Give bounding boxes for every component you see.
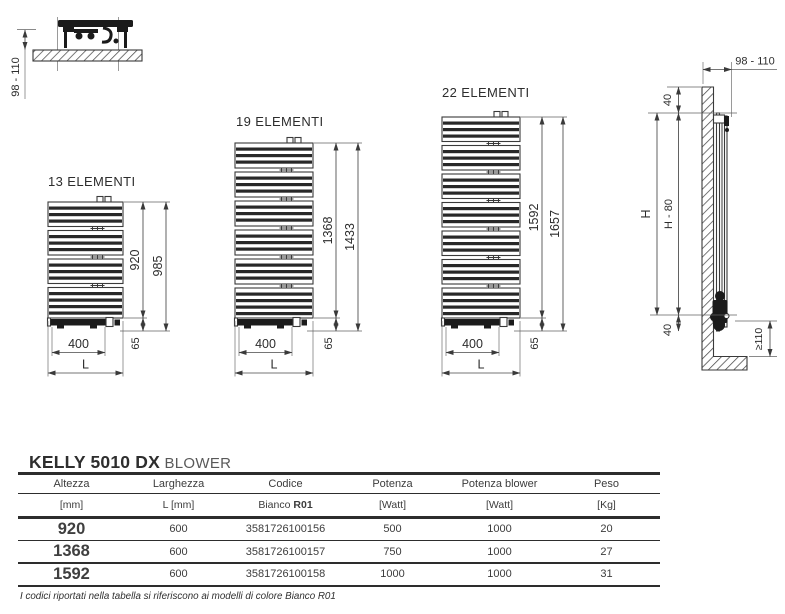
dim-label-blower-width: 400 bbox=[255, 337, 276, 351]
unit-peso: [Kg] bbox=[597, 499, 616, 512]
table-title bbox=[18, 452, 660, 472]
unit-altezza: [mm] bbox=[59, 499, 84, 512]
radiator-22-label: 22 ELEMENTI bbox=[442, 85, 530, 100]
col-header-altezza: Altezza bbox=[53, 477, 90, 490]
unit-larghezza: L [mm] bbox=[162, 499, 195, 512]
unit-potenza: [Watt] bbox=[378, 499, 407, 512]
radiator-19-body bbox=[235, 138, 314, 329]
dim-label-blower-offset: 65 bbox=[323, 337, 335, 350]
dim-label-body-height: 1592 bbox=[527, 203, 541, 232]
cell-potenza: 500 bbox=[383, 523, 402, 536]
dim-label-body-height: 1368 bbox=[321, 216, 335, 245]
radiator-19-label: 19 ELEMENTI bbox=[236, 114, 324, 129]
cell-peso: 31 bbox=[600, 568, 613, 581]
side-view-drawing bbox=[639, 56, 777, 371]
col-header-potenza-blower: Potenza blower bbox=[461, 477, 538, 490]
cell-altezza: 920 bbox=[57, 519, 86, 538]
dim-label-blower-offset: 65 bbox=[529, 337, 541, 350]
table-footnote: I codici riportati nella tabella si riferiscono ai modelli di colore Bianco R01 bbox=[20, 590, 336, 602]
cell-peso: 27 bbox=[600, 545, 613, 558]
dim-label-width: L bbox=[477, 357, 485, 372]
table-row bbox=[18, 519, 660, 540]
dim-label-blower-width: 400 bbox=[462, 337, 483, 351]
cell-potenza-blower: 1000 bbox=[487, 523, 512, 536]
cell-potenza-blower: 1000 bbox=[487, 545, 512, 558]
dim-label-width: L bbox=[82, 357, 89, 372]
dim-label-bottom-margin: 40 bbox=[662, 323, 674, 337]
dim-label-total-height: 985 bbox=[151, 255, 165, 277]
dim-label-top-margin: 40 bbox=[662, 93, 674, 107]
cell-codice: 3581726100158 bbox=[245, 568, 326, 581]
cell-altezza: 1592 bbox=[53, 564, 90, 583]
radiator-13-drawing bbox=[48, 174, 171, 377]
dim-label-body-height: 920 bbox=[128, 249, 142, 271]
col-header-potenza: Potenza bbox=[372, 477, 413, 490]
top-view-wall-hatch bbox=[33, 50, 142, 61]
product-name: KELLY 5010 DX bbox=[29, 452, 161, 472]
radiator-22-body bbox=[442, 112, 521, 329]
cell-codice: 3581726100157 bbox=[245, 545, 326, 558]
dim-label-wall-offset: 98 - 110 bbox=[735, 55, 775, 68]
dim-label-wall-offset: 98 - 110 bbox=[10, 57, 22, 97]
radiator-13-body bbox=[48, 197, 124, 329]
dim-label-width: L bbox=[270, 357, 278, 372]
dim-label-bracket-span: H - 80 bbox=[663, 199, 675, 229]
col-header-peso: Peso bbox=[593, 477, 620, 490]
cell-larghezza: 600 bbox=[169, 545, 188, 558]
divider bbox=[18, 585, 660, 587]
top-view-dimension-98-110 bbox=[10, 30, 36, 100]
cell-codice: 3581726100156 bbox=[245, 523, 326, 536]
table-units-row bbox=[18, 494, 660, 516]
unit-potenza-blower: [Watt] bbox=[485, 499, 514, 512]
col-header-larghezza: Larghezza bbox=[152, 477, 205, 490]
dim-label-total-height: 1657 bbox=[548, 210, 562, 238]
top-view-drawing bbox=[10, 17, 142, 99]
radiator-13-label: 13 ELEMENTI bbox=[48, 174, 136, 189]
dim-label-floor-clearance: ≥110 bbox=[753, 327, 765, 351]
dim-label-blower-offset: 65 bbox=[130, 337, 142, 350]
product-variant: BLOWER bbox=[164, 455, 232, 472]
dim-label-height: H bbox=[639, 209, 653, 219]
dim-label-total-height: 1433 bbox=[343, 223, 357, 251]
cell-potenza: 1000 bbox=[380, 568, 405, 581]
table-header-row bbox=[18, 475, 660, 493]
cell-larghezza: 600 bbox=[169, 523, 188, 536]
radiator-22-drawing bbox=[442, 85, 568, 377]
top-view-radiator-assembly bbox=[58, 20, 133, 48]
spec-table bbox=[18, 452, 660, 602]
cell-larghezza: 600 bbox=[169, 568, 188, 581]
cell-potenza: 750 bbox=[383, 545, 402, 558]
unit-codice: Bianco R01 bbox=[258, 499, 313, 512]
cell-altezza: 1368 bbox=[53, 542, 90, 561]
cell-peso: 20 bbox=[600, 523, 613, 536]
table-row bbox=[18, 564, 660, 585]
radiator-19-drawing bbox=[235, 114, 363, 377]
cell-potenza-blower: 1000 bbox=[487, 568, 512, 581]
col-header-codice: Codice bbox=[268, 477, 303, 490]
dim-label-blower-width: 400 bbox=[68, 337, 89, 351]
table-row bbox=[18, 541, 660, 562]
